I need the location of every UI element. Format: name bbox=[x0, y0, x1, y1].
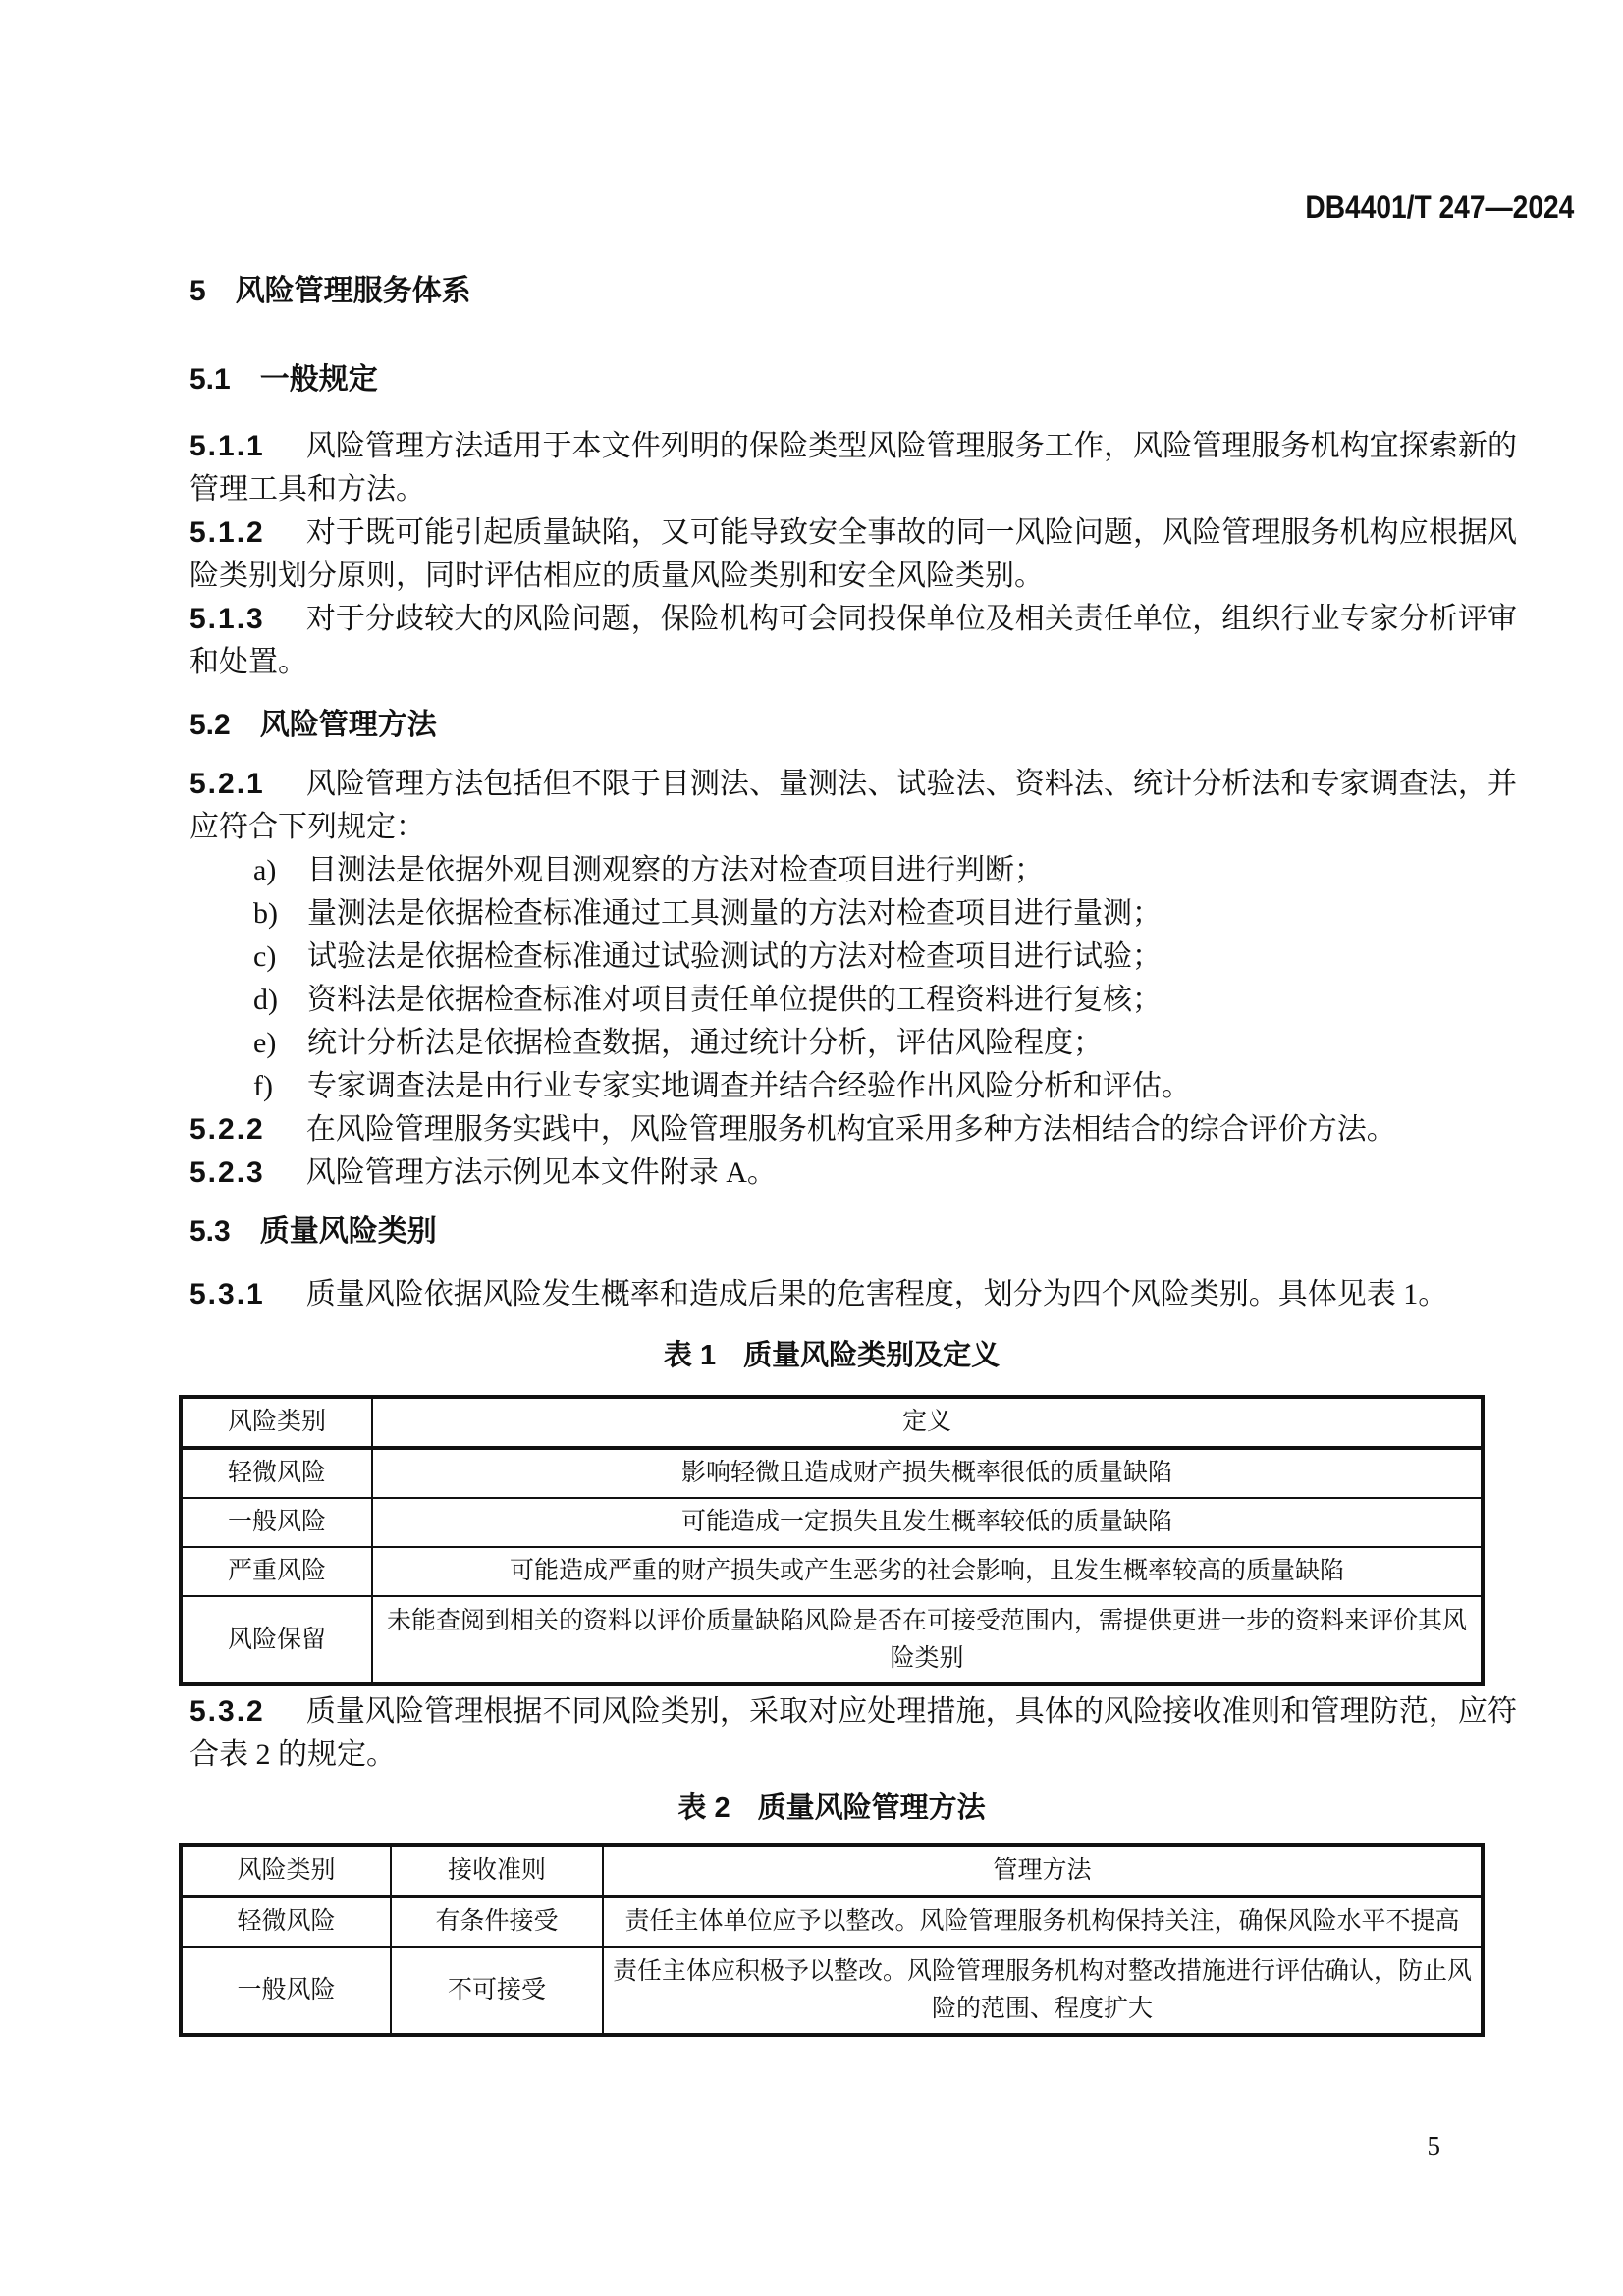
data-cell: 可能造成严重的财产损失或产生恶劣的社会影响，且发生概率较高的质量缺陷 bbox=[372, 1547, 1483, 1596]
clause-number: 5.1.3 bbox=[189, 603, 265, 635]
list-item-text: 量测法是依据检查标准通过工具测量的方法对检查项目进行量测； bbox=[307, 897, 1162, 930]
caption-title: 质量风险类别及定义 bbox=[743, 1340, 1001, 1371]
list-item-text: 资料法是依据检查标准对项目责任单位提供的工程资料进行复核； bbox=[307, 984, 1162, 1016]
section-title: 风险管理服务体系 bbox=[235, 275, 471, 307]
clause-5-3-2 bbox=[189, 1690, 1517, 1777]
table-row bbox=[181, 1845, 1483, 1896]
clause-text: 风险管理方法包括但不限于目测法、量测法、试验法、资料法、统计分析法和专家调查法，并应符合下列规定： bbox=[189, 768, 1517, 843]
header-cell: 风险类别 bbox=[181, 1397, 372, 1448]
clause-5-1-3 bbox=[189, 598, 1517, 684]
list-item-e bbox=[189, 1022, 1517, 1065]
clause-text: 对于既可能引起质量缺陷，又可能导致安全事故的同一风险问题，风险管理服务机构应根据风险类别划分原则，同时评估相应的质量风险类别和安全风险类别。 bbox=[189, 516, 1517, 592]
table-row bbox=[181, 1448, 1483, 1498]
header-cell: 定义 bbox=[372, 1397, 1483, 1448]
table-row bbox=[181, 1397, 1483, 1448]
list-item-a bbox=[189, 849, 1517, 892]
clause-5-2-3 bbox=[189, 1151, 1517, 1195]
data-cell: 轻微风险 bbox=[181, 1896, 391, 1947]
page-number: 5 bbox=[1427, 2131, 1440, 2161]
list-item-letter: f) bbox=[253, 1070, 273, 1102]
clause-number: 5.2.2 bbox=[189, 1113, 265, 1146]
data-cell: 一般风险 bbox=[181, 1498, 372, 1547]
standard-code: DB4401/T 247—2024 bbox=[1305, 189, 1574, 225]
clause-number: 5.3.2 bbox=[189, 1695, 265, 1728]
header-cell: 管理方法 bbox=[603, 1845, 1483, 1896]
table-row bbox=[181, 1498, 1483, 1547]
clause-text: 质量风险管理根据不同风险类别，采取对应处理措施，具体的风险接收准则和管理防范，应符合表 2 的规定。 bbox=[189, 1695, 1517, 1771]
clause-text: 风险管理方法示例见本文件附录 A。 bbox=[305, 1156, 777, 1189]
data-cell: 有条件接受 bbox=[391, 1896, 603, 1947]
section-heading-5-1 bbox=[189, 360, 1517, 400]
clause-text: 质量风险依据风险发生概率和造成后果的危害程度，划分为四个风险类别。具体见表 1。 bbox=[305, 1278, 1448, 1310]
clause-5-1-1 bbox=[189, 425, 1517, 511]
clause-number: 5.2.1 bbox=[189, 768, 265, 800]
data-cell: 不可接受 bbox=[391, 1947, 603, 2035]
section-title: 风险管理方法 bbox=[259, 709, 437, 741]
data-cell: 责任主体单位应予以整改。风险管理服务机构保持关注，确保风险水平不提高 bbox=[603, 1896, 1483, 1947]
header-cell: 接收准则 bbox=[391, 1845, 603, 1896]
list-item-c bbox=[189, 935, 1517, 979]
section-number: 5.1 bbox=[189, 363, 231, 396]
data-cell: 严重风险 bbox=[181, 1547, 372, 1596]
list-item-f bbox=[189, 1065, 1517, 1108]
data-cell: 影响轻微且造成财产损失概率很低的质量缺陷 bbox=[372, 1448, 1483, 1498]
clause-text: 对于分歧较大的风险问题，保险机构可会同投保单位及相关责任单位，组织行业专家分析评审和处置。 bbox=[189, 603, 1517, 678]
method-list bbox=[189, 849, 1517, 1108]
section-number: 5 bbox=[189, 275, 206, 307]
data-cell: 风险保留 bbox=[181, 1596, 372, 1684]
table-row bbox=[181, 1547, 1483, 1596]
clause-number: 5.2.3 bbox=[189, 1156, 265, 1189]
clause-text: 在风险管理服务实践中，风险管理服务机构宜采用多种方法相结合的综合评价方法。 bbox=[305, 1113, 1396, 1146]
caption-label: 表 1 bbox=[663, 1340, 717, 1371]
clause-5-1-2 bbox=[189, 511, 1517, 598]
section-heading-5 bbox=[189, 272, 1517, 311]
list-item-text: 统计分析法是依据检查数据，通过统计分析，评估风险程度； bbox=[307, 1027, 1103, 1059]
data-cell: 责任主体应积极予以整改。风险管理服务机构对整改措施进行评估确认，防止风险的范围、程度扩大 bbox=[603, 1947, 1483, 2035]
list-item-letter: e) bbox=[253, 1027, 277, 1059]
section-number: 5.2 bbox=[189, 709, 231, 741]
data-cell: 一般风险 bbox=[181, 1947, 391, 2035]
page-header bbox=[0, 0, 1574, 231]
table-row bbox=[181, 1896, 1483, 1947]
clause-text: 风险管理方法适用于本文件列明的保险类型风险管理服务工作，风险管理服务机构宜探索新的管理工具和方法。 bbox=[189, 430, 1517, 506]
list-item-letter: c) bbox=[253, 940, 277, 973]
clause-5-2-1 bbox=[189, 763, 1517, 849]
data-cell: 轻微风险 bbox=[181, 1448, 372, 1498]
table-row bbox=[181, 1596, 1483, 1684]
section-title: 质量风险类别 bbox=[259, 1215, 437, 1248]
data-cell: 未能查阅到相关的资料以评价质量缺陷风险是否在可接受范围内，需提供更进一步的资料来评价其风险类别 bbox=[372, 1596, 1483, 1684]
clause-number: 5.1.2 bbox=[189, 516, 265, 549]
list-item-text: 试验法是依据检查标准通过试验测试的方法对检查项目进行试验； bbox=[307, 940, 1162, 973]
clause-5-2-2 bbox=[189, 1108, 1517, 1151]
section-heading-5-3 bbox=[189, 1212, 1517, 1252]
risk-table-2 bbox=[179, 1843, 1485, 2037]
clause-5-3-1 bbox=[189, 1273, 1517, 1316]
clause-number: 5.3.1 bbox=[189, 1278, 265, 1310]
clause-number: 5.1.1 bbox=[189, 430, 265, 462]
list-item-b bbox=[189, 892, 1517, 935]
list-item-letter: d) bbox=[253, 984, 278, 1016]
list-item-letter: a) bbox=[253, 854, 277, 886]
list-item-letter: b) bbox=[253, 897, 278, 930]
caption-title: 质量风险管理方法 bbox=[757, 1792, 986, 1824]
caption-label: 表 2 bbox=[677, 1792, 730, 1824]
table-row bbox=[181, 1947, 1483, 2035]
section-title: 一般规定 bbox=[259, 363, 378, 396]
section-heading-5-2 bbox=[189, 706, 1517, 745]
table-1-caption bbox=[179, 1336, 1485, 1375]
section-number: 5.3 bbox=[189, 1215, 231, 1248]
list-item-text: 专家调查法是由行业专家实地调查并结合经验作出风险分析和评估。 bbox=[307, 1070, 1191, 1102]
risk-table-1 bbox=[179, 1395, 1485, 1686]
list-item-text: 目测法是依据外观目测观察的方法对检查项目进行判断； bbox=[307, 854, 1044, 886]
data-cell: 可能造成一定损失且发生概率较低的质量缺陷 bbox=[372, 1498, 1483, 1547]
header-cell: 风险类别 bbox=[181, 1845, 391, 1896]
table-2-caption bbox=[179, 1789, 1485, 1828]
list-item-d bbox=[189, 979, 1517, 1022]
page-content bbox=[0, 272, 1623, 2161]
